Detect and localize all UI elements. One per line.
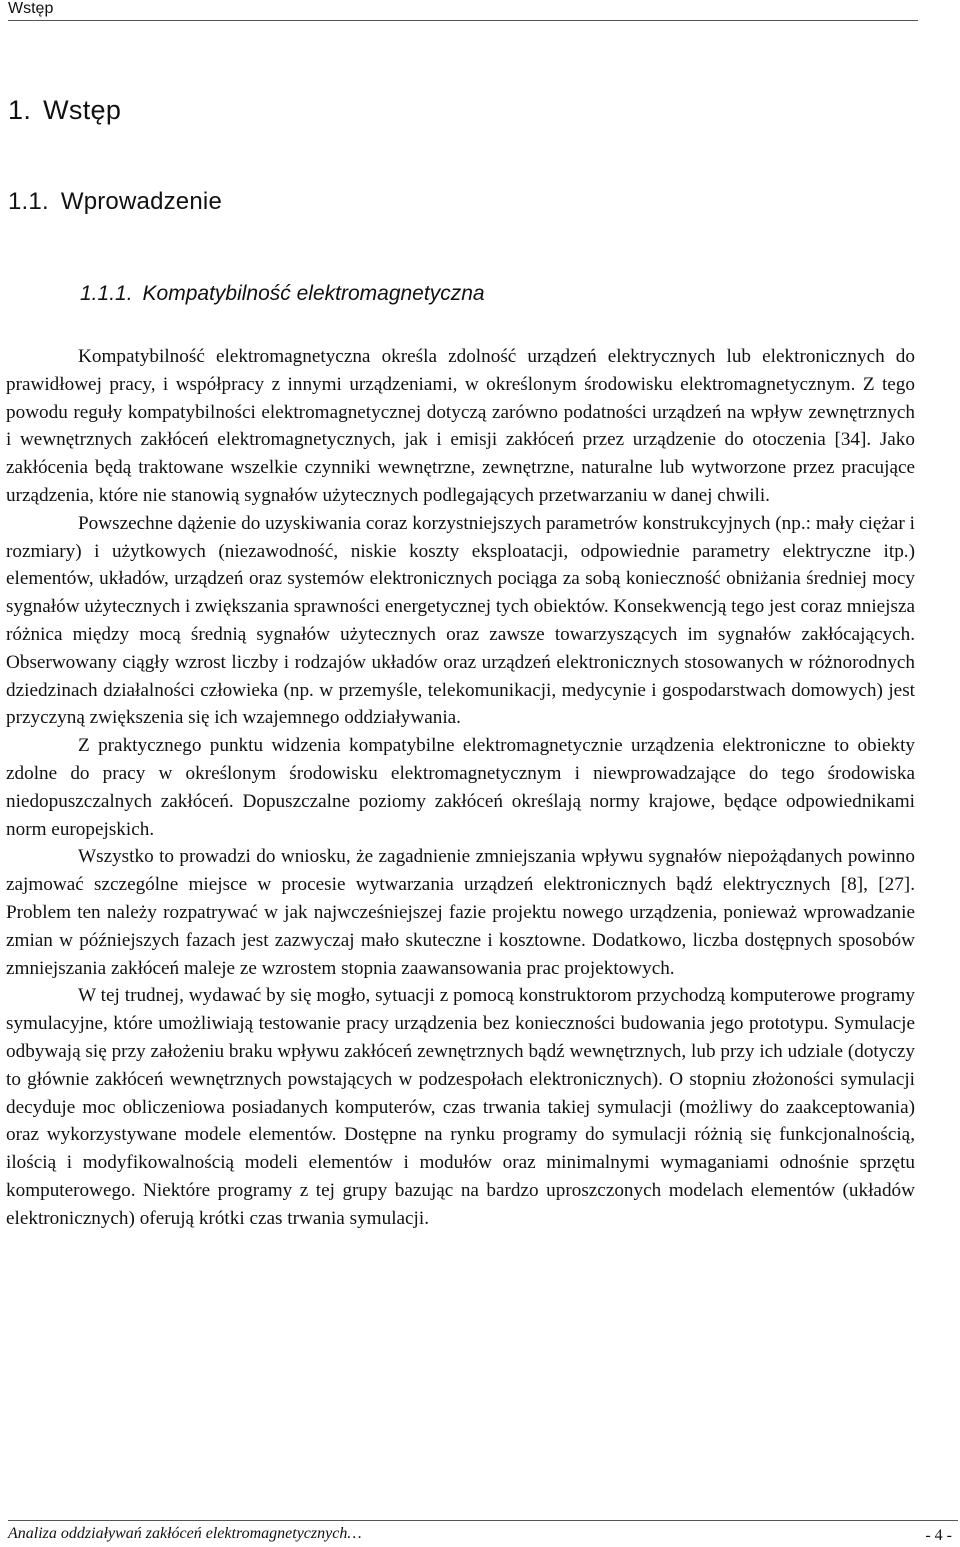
paragraph: Powszechne dążenie do uzyskiwania coraz korzystniejszych parametrów konstrukcyjnych (np.: mały ciężar i rozmiary) i użytkowych (niezawodność, niskie koszty eksploatacji, odpowiednie parametry elektryczne itp.) elementów, układów, urządzeń oraz systemów elektronicznych pociąga za sobą konieczność obniżania średniej mocy sygnałów użytecznych i zwiększania sprawności energetycznej tych obiektów. Konsekwencją tego jest coraz mniejsza różnica między mocą średnią sygnałów użytecznych oraz zawsze towarzyszących im sygnałów zakłócających. Obserwowany ciągły wzrost liczby i rodzajów układów oraz urządzeń elektronicznych stosowanych w różnorodnych dziedzinach działalności człowieka (np. w przemyśle, telekomunikacji, medycynie i gospodarstwach domowych) jest przyczyną zwiększenia się ich wzajemnego oddziaływania. xyxy=(6,512,915,729)
paragraph: Z praktycznego punktu widzenia kompatybilne elektromagnetycznie urządzenia elektroniczne to obiekty zdolne do pracy w określonym środowisku elektromagnetycznym i niewprowadzające do tego środowiska niedopuszczalnych zakłóceń. Dopuszczalne poziomy zakłóceń określają normy krajowe, będące odpowiednikami norm europejskich. xyxy=(6,735,915,840)
footer-title: Analiza oddziaływań zakłóceń elektromagnetycznych… xyxy=(8,1525,362,1542)
body-text xyxy=(6,343,915,1233)
chapter-title: Wstęp xyxy=(43,95,122,125)
section-title: Wprowadzenie xyxy=(60,188,222,215)
section-number: 1.1. xyxy=(8,188,49,215)
running-header-title: Wstęp xyxy=(8,0,54,17)
paragraph: W tej trudnej, wydawać by się mogło, sytuacji z pomocą konstruktorom przychodzą komputerowe programy symulacyjne, które umożliwiają testowanie pracy urządzenia bez konieczności budowania jego prototypu. Symulacje odbywają się przy założeniu braku wpływu zakłóceń zewnętrznych bądź wewnętrznych, lub przy ich udziale (dotyczy to głównie zakłóceń wewnętrznych powstających w podzespołach elektronicznych). O stopniu złożoności symulacji decyduje moc obliczeniowa posiadanych komputerów, czas trwania takiej symulacji (możliwy do zaakceptowania) oraz wykorzystywane modele elementów. Dostępne na rynku programy do symulacji różnią się funkcjonalnością, ilością i modyfikowalnością modeli elementów i modułów oraz minimalnymi wymaganiami odnośnie sprzętu komputerowego. Niektóre programy z tej grupy bazując na bardzo uproszczonych modelach elementów (układów elektronicznych) oferują krótki czas trwania symulacji. xyxy=(6,985,915,1229)
section-heading xyxy=(8,187,222,217)
paragraph: Wszystko to prowadzi do wniosku, że zagadnienie zmniejszania wpływu sygnałów niepożądanych powinno zajmować szczególne miejsce w procesie wytwarzania urządzeń elektronicznych bądź elektrycznych [8], [27]. Problem ten należy rozpatrywać w jak najwcześniejszej fazie projektu nowego urządzenia, ponieważ wprowadzanie zmian w późniejszych fazach jest zazwyczaj mało skuteczne i kosztowne. Dodatkowo, liczba dostępnych sposobów zmniejszania zakłóceń maleje ze wzrostem stopnia zaawansowania prac projektowych. xyxy=(6,846,915,979)
subsection-number: 1.1.1. xyxy=(80,282,133,305)
subsection-title: Kompatybilność elektromagnetyczna xyxy=(142,282,485,305)
page-number: - 4 - xyxy=(925,1527,952,1544)
chapter-heading xyxy=(8,93,121,127)
running-header xyxy=(8,0,918,21)
chapter-number: 1. xyxy=(8,95,32,125)
running-footer xyxy=(8,1520,958,1543)
subsection-heading xyxy=(80,280,485,308)
paragraph: Kompatybilność elektromagnetyczna określa zdolność urządzeń elektrycznych lub elektronicznych do prawidłowej pracy, i współpracy z innymi urządzeniami, w określonym środowisku elektromagnetycznym. Z tego powodu reguły kompatybilności elektromagnetycznej dotyczą zarówno podatności urządzeń na wpływ zewnętrznych i wewnętrznych zakłóceń elektromagnetycznych, jak i emisji zakłóceń przez urządzenie do otoczenia [34]. Jako zakłócenia będą traktowane wszelkie czynniki wewnętrzne, zewnętrzne, naturalne lub wytworzone przez pracujące urządzenia, które nie stanowią sygnałów użytecznych podlegających przetwarzaniu w danej chwili. xyxy=(6,346,915,506)
